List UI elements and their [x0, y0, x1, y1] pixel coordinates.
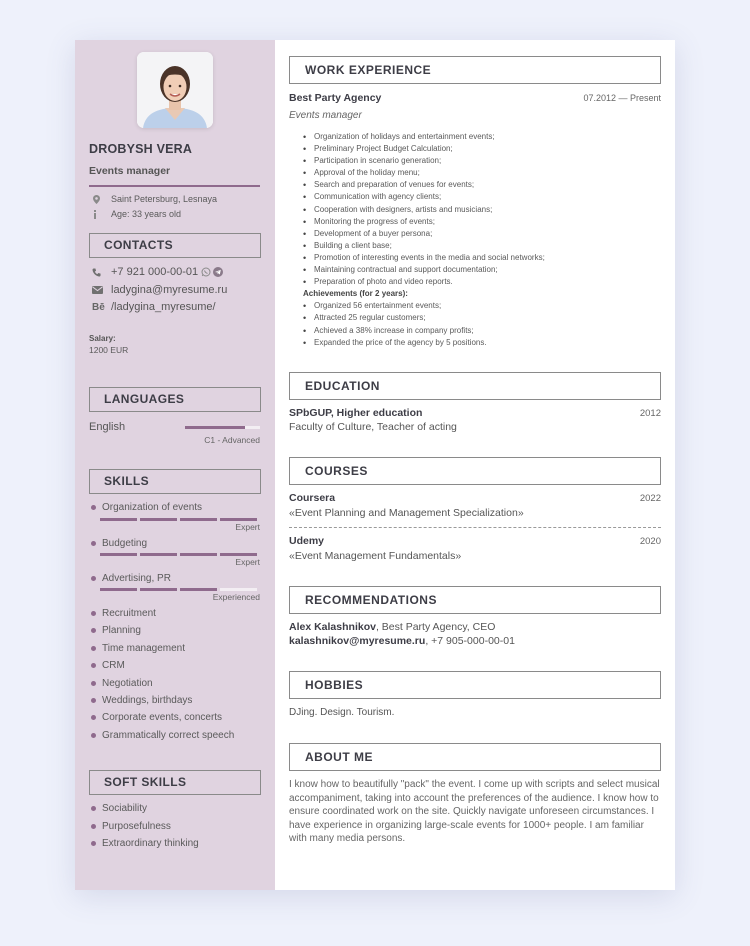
resume-page [75, 40, 675, 890]
skill-level-bar [100, 553, 257, 556]
contacts-heading: CONTACTS [89, 233, 261, 258]
skill-name: Recruitment [102, 608, 156, 619]
recommendations-heading: RECOMMENDATIONS [289, 586, 661, 614]
telegram-icon[interactable] [213, 267, 223, 277]
soft-skill-name: Sociability [102, 803, 148, 814]
whatsapp-icon[interactable] [201, 267, 211, 277]
hobbies-text: DJing. Design. Tourism. [289, 707, 395, 718]
skill-item [89, 660, 125, 671]
skill-bar-segment [180, 588, 217, 591]
skill-name: Corporate events, concerts [102, 712, 223, 723]
candidate-position: Events manager [89, 165, 171, 177]
about-me-heading: ABOUT ME [289, 743, 661, 771]
skill-name: Time management [102, 643, 185, 654]
skill-bar-segment [220, 553, 257, 556]
age-text: Age: 33 years old [111, 209, 182, 219]
location-pin-icon [89, 195, 111, 204]
education-detail: Faculty of Culture, Teacher of acting [289, 421, 457, 433]
language-level: C1 - Advanced [204, 435, 260, 445]
skill-item [89, 608, 156, 619]
duty-item: • Building a client base; [303, 240, 663, 252]
duty-item: • Participation in scenario generation; [303, 155, 663, 167]
skill-bar-segment [140, 553, 177, 556]
work-experience-heading: WORK EXPERIENCE [289, 56, 661, 84]
recommender-line [289, 621, 495, 633]
about-me-text: I know how to beautifully "pack" the event. I come up with scripts and select musical accompaniment, taking into account the preferences of the audience. I know how to ensure coordinated work on the site. Quickly navigate unforeseen circumstances. I have experience in organizing large-scale events for 1000+ people. I am familiar with many media persons. [289, 779, 660, 845]
duty-item: • Communication with agency clients; [303, 191, 663, 203]
recommender-phone: , +7 905-000-00-01 [425, 635, 515, 647]
recommender-org: , Best Party Agency, CEO [375, 621, 496, 633]
mail-icon [89, 286, 111, 294]
sidebar [75, 40, 275, 890]
name-divider [89, 185, 260, 187]
phone-row[interactable] [89, 266, 223, 278]
skill-bar-segment [100, 588, 137, 591]
info-icon [89, 210, 111, 219]
achievement-item: • Organized 56 entertainment events; [303, 300, 663, 312]
bullet-dot [91, 806, 96, 811]
soft-skills-heading: SOFT SKILLS [89, 770, 261, 795]
skill-level-bar [100, 588, 257, 591]
duty-item: • Cooperation with designers, artists and musicians; [303, 204, 663, 216]
education-year: 2012 [639, 408, 661, 419]
skill-name: Grammatically correct speech [102, 730, 235, 741]
bullet-dot [91, 841, 96, 846]
bullet-dot [91, 681, 96, 686]
skill-bar-segment [180, 518, 217, 521]
skill-item [89, 573, 171, 584]
skill-bar-segment [180, 553, 217, 556]
duties-block [303, 131, 663, 349]
achievements-heading: Achievements (for 2 years): [303, 289, 408, 299]
skill-item [89, 730, 234, 741]
education-school: SPbGUP, Higher education [289, 407, 423, 419]
achievement-item: • Expanded the price of the agency by 5 positions. [303, 337, 663, 349]
age-row [89, 209, 181, 219]
skill-bar-segment [140, 588, 177, 591]
soft-skill-item [89, 838, 199, 849]
language-level-fill [185, 426, 245, 429]
skill-item [89, 695, 192, 706]
duty-item: • Maintaining contractual and support documentation; [303, 264, 663, 276]
language-level-bar [185, 426, 260, 429]
bullet-dot [91, 646, 96, 651]
bullet-dot [91, 505, 96, 510]
location-row [89, 194, 217, 204]
education-heading: EDUCATION [289, 372, 661, 400]
duty-item: • Development of a buyer persona; [303, 228, 663, 240]
bullet-dot [91, 576, 96, 581]
skill-name: Weddings, birthdays [102, 695, 193, 706]
phone-text: +7 921 000-00-01 [111, 266, 199, 278]
candidate-name: DROBYSH VERA [89, 142, 193, 156]
skill-bar-segment [220, 588, 257, 591]
duty-item: • Organization of holidays and entertainment events; [303, 131, 663, 143]
course-name: «Event Management Fundamentals» [289, 550, 462, 562]
bullet-dot [91, 698, 96, 703]
job-organization: Best Party Agency [289, 92, 382, 104]
portrait-image [137, 52, 213, 128]
skill-level: Experienced [212, 592, 260, 602]
soft-skill-name: Extraordinary thinking [102, 838, 199, 849]
skill-level-bar [100, 518, 257, 521]
languages-heading: LANGUAGES [89, 387, 261, 412]
course-year: 2020 [639, 536, 661, 547]
location-text: Saint Petersburg, Lesnaya [111, 194, 218, 204]
duty-item: • Preliminary Project Budget Calculation; [303, 143, 663, 155]
course-year: 2022 [639, 493, 661, 504]
phone-icon [89, 268, 111, 277]
soft-skill-name: Purposefulness [102, 821, 171, 832]
skill-item [89, 625, 141, 636]
skill-level: Expert [235, 522, 260, 532]
behance-text: /ladygina_myresume/ [111, 301, 216, 313]
duty-item: • Monitoring the progress of events; [303, 216, 663, 228]
bullet-dot [91, 628, 96, 633]
duty-item: • Preparation of photo and video reports. [303, 276, 663, 288]
email-row[interactable] [89, 284, 227, 296]
language-name: English [89, 421, 126, 433]
behance-row[interactable] [89, 301, 216, 313]
skill-bar-segment [100, 553, 137, 556]
course-name: «Event Planning and Management Specialization» [289, 507, 524, 519]
skill-item [89, 643, 185, 654]
skill-item [89, 678, 153, 689]
course-provider: Coursera [289, 492, 336, 504]
main-column [275, 40, 675, 890]
recommender-email[interactable]: kalashnikov@myresume.ru [289, 635, 426, 647]
salary-value: 1200 EUR [89, 345, 129, 355]
salary-label: Salary: [89, 334, 116, 343]
email-text: ladygina@myresume.ru [111, 284, 228, 296]
soft-skill-item [89, 821, 171, 832]
skill-name: Negotiation [102, 678, 153, 689]
skills-heading: SKILLS [89, 469, 261, 494]
course-provider: Udemy [289, 535, 325, 547]
skill-bar-segment [220, 518, 257, 521]
skill-bar-segment [140, 518, 177, 521]
skill-item [89, 502, 202, 513]
job-role: Events manager [289, 110, 362, 121]
behance-icon: Bē [92, 301, 105, 313]
achievement-item: • Achieved a 38% increase in company profits; [303, 325, 663, 337]
skill-bar-segment [100, 518, 137, 521]
duty-item: • Promotion of interesting events in the media and social networks; [303, 252, 663, 264]
bullet-dot [91, 824, 96, 829]
skill-item [89, 538, 147, 549]
skill-name: CRM [102, 660, 125, 671]
skill-level: Expert [235, 557, 260, 567]
bullet-dot [91, 663, 96, 668]
profile-photo [137, 52, 213, 128]
duty-item: • Search and preparation of venues for events; [303, 179, 663, 191]
recommender-name: Alex Kalashnikov [289, 621, 376, 633]
bullet-dot [91, 733, 96, 738]
hobbies-heading: HOBBIES [289, 671, 661, 699]
course-divider [289, 527, 661, 528]
skill-name: Advertising, PR [102, 573, 171, 584]
bullet-dot [91, 715, 96, 720]
skill-name: Organization of events [102, 502, 203, 513]
courses-heading: COURSES [289, 457, 661, 485]
recommender-contact-line [289, 635, 515, 647]
bullet-dot [91, 611, 96, 616]
job-dates: 07.2012 — Present [583, 93, 661, 103]
skill-item [89, 712, 222, 723]
soft-skill-item [89, 803, 147, 814]
bullet-dot [91, 541, 96, 546]
skill-name: Planning [102, 625, 141, 636]
achievement-item: • Attracted 25 regular customers; [303, 312, 663, 324]
skill-name: Budgeting [102, 538, 148, 549]
duty-item: • Approval of the holiday menu; [303, 167, 663, 179]
